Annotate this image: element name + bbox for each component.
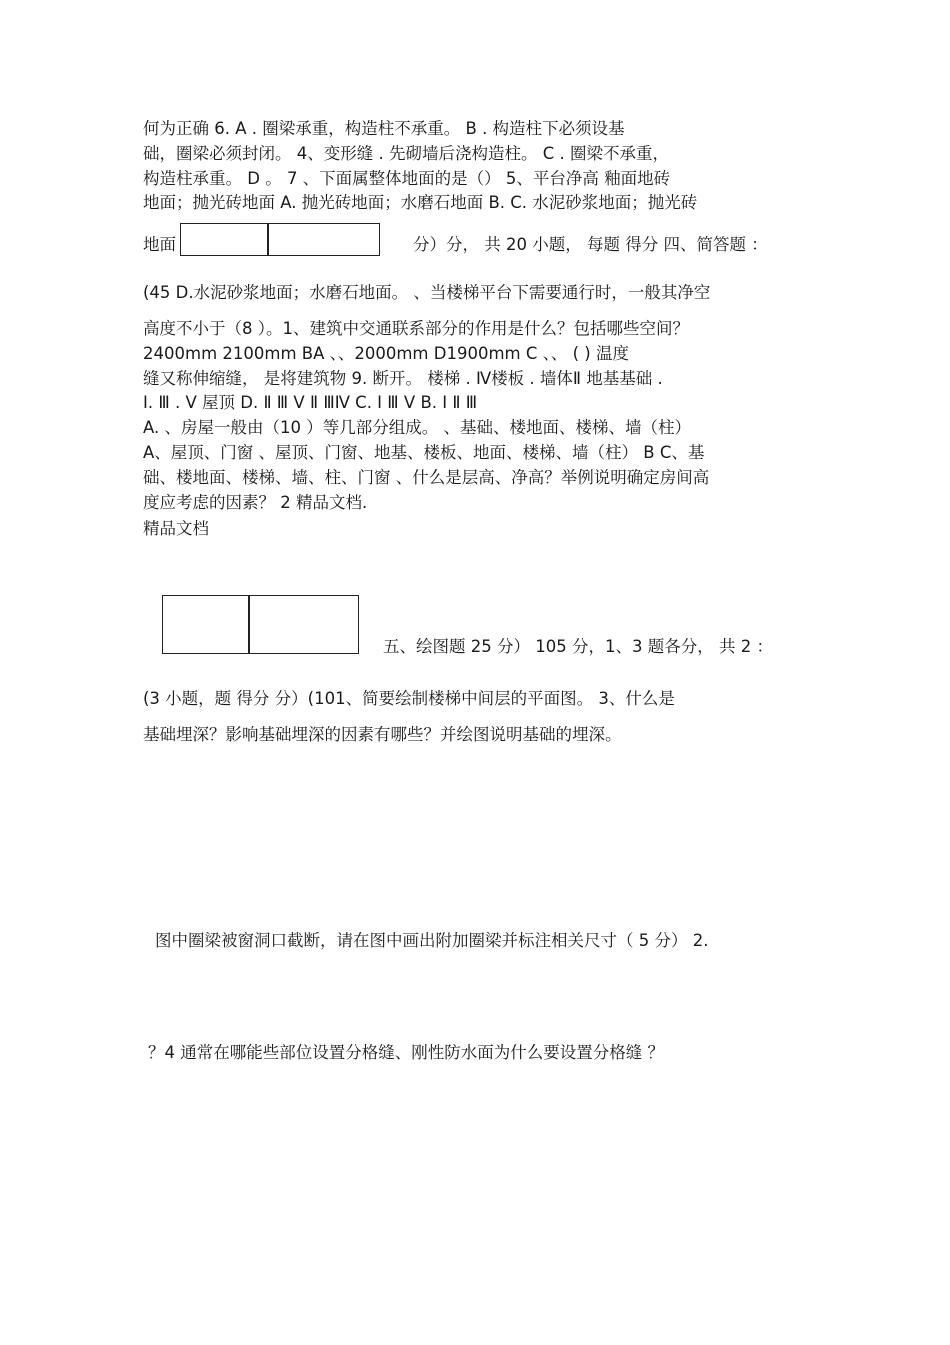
- score-row-1-right-text: 分）分， 共 20 小题， 每题 得分 四、简答题 ：: [413, 235, 768, 254]
- text-line: 础、楼地面、楼梯、墙、柱、门窗 、什么是层高、净高？举例说明确定房间高: [143, 467, 710, 487]
- text-line: (45 D.水泥砂浆地面；水磨石地面。 、当楼梯平台下需要通行时，一般其净空: [143, 283, 711, 302]
- score-table-1: [180, 223, 380, 256]
- score-row-1-left-text: 地面: [143, 235, 176, 254]
- score-table-2-divider: [248, 596, 250, 653]
- score-row-2-right-text: 五、绘图题 25 分） 105 分，1、3 题各分， 共 2 ：: [383, 637, 773, 656]
- text-line: Ⅰ. Ⅲ . Ⅴ 屋顶 D. Ⅱ Ⅲ Ⅴ Ⅱ ⅢⅣ C. Ⅰ Ⅲ Ⅴ B. Ⅰ Ⅱ Ⅲ: [143, 393, 478, 413]
- paragraph-4: [143, 681, 808, 753]
- text-line: (3 小题，题 得分 分）(101、简要绘制楼梯中间层的平面图。 3、什么是: [143, 689, 675, 708]
- question-ring-beam: 图中圈梁被窗洞口截断，请在图中画出附加圈梁并标注相关尺寸（ 5 分） 2.: [155, 931, 709, 950]
- text-line: 缝又称伸缩缝， 是将建筑物 9. 断开。 楼梯 . Ⅳ楼板 . 墙体Ⅱ 地基基础 .: [143, 368, 663, 388]
- text-line: 基础埋深？影响基础埋深的因素有哪些？并绘图说明基础的埋深。: [143, 725, 622, 744]
- text-line: 度应考虑的因素？ 2 精品文档.: [143, 492, 368, 512]
- paragraph-2: [143, 281, 808, 306]
- text-line: 高度不小于（8 ）。1、建筑中交通联系部分的作用是什么？包括哪些空间？: [143, 319, 689, 338]
- score-table-2: [162, 595, 359, 654]
- text-line: 地面；抛光砖地面 A. 抛光砖地面；水磨石地面 B. C. 水泥砂浆地面；抛光砖: [143, 193, 698, 213]
- text-line: A、屋顶、门窗 、屋顶、门窗、地基、楼板、地面、楼梯、墙（柱） B C、基: [143, 442, 705, 462]
- text-line: A. 、房屋一般由（10 ）等几部分组成。 、基础、楼地面、楼梯、墙（柱）: [143, 418, 691, 438]
- score-table-1-divider: [267, 224, 269, 255]
- text-line: 础，圈梁必须封闭。 4、变形缝 . 先砌墙后浇构造柱。 C . 圈梁不承重，: [143, 143, 669, 163]
- question-divide-joint: ？4 通常在哪能些部位设置分格缝、刚性防水面为什么要设置分格缝 ？: [148, 1043, 664, 1062]
- paragraph-1: [143, 117, 808, 216]
- paragraph-3: [143, 317, 808, 515]
- text-line: 2400mm 2100mm BA 、、2000mm D1900mm C 、、 ( ) 温度: [143, 343, 629, 363]
- text-line: 构造柱承重。 D 。 7 、下面属整体地面的是（） 5、平台净高 釉面地砖: [143, 168, 671, 188]
- footer-label: 精品文档: [143, 519, 209, 538]
- text-line: 何为正确 6. A . 圈梁承重，构造柱不承重。 B . 构造柱下必须设基: [143, 119, 625, 138]
